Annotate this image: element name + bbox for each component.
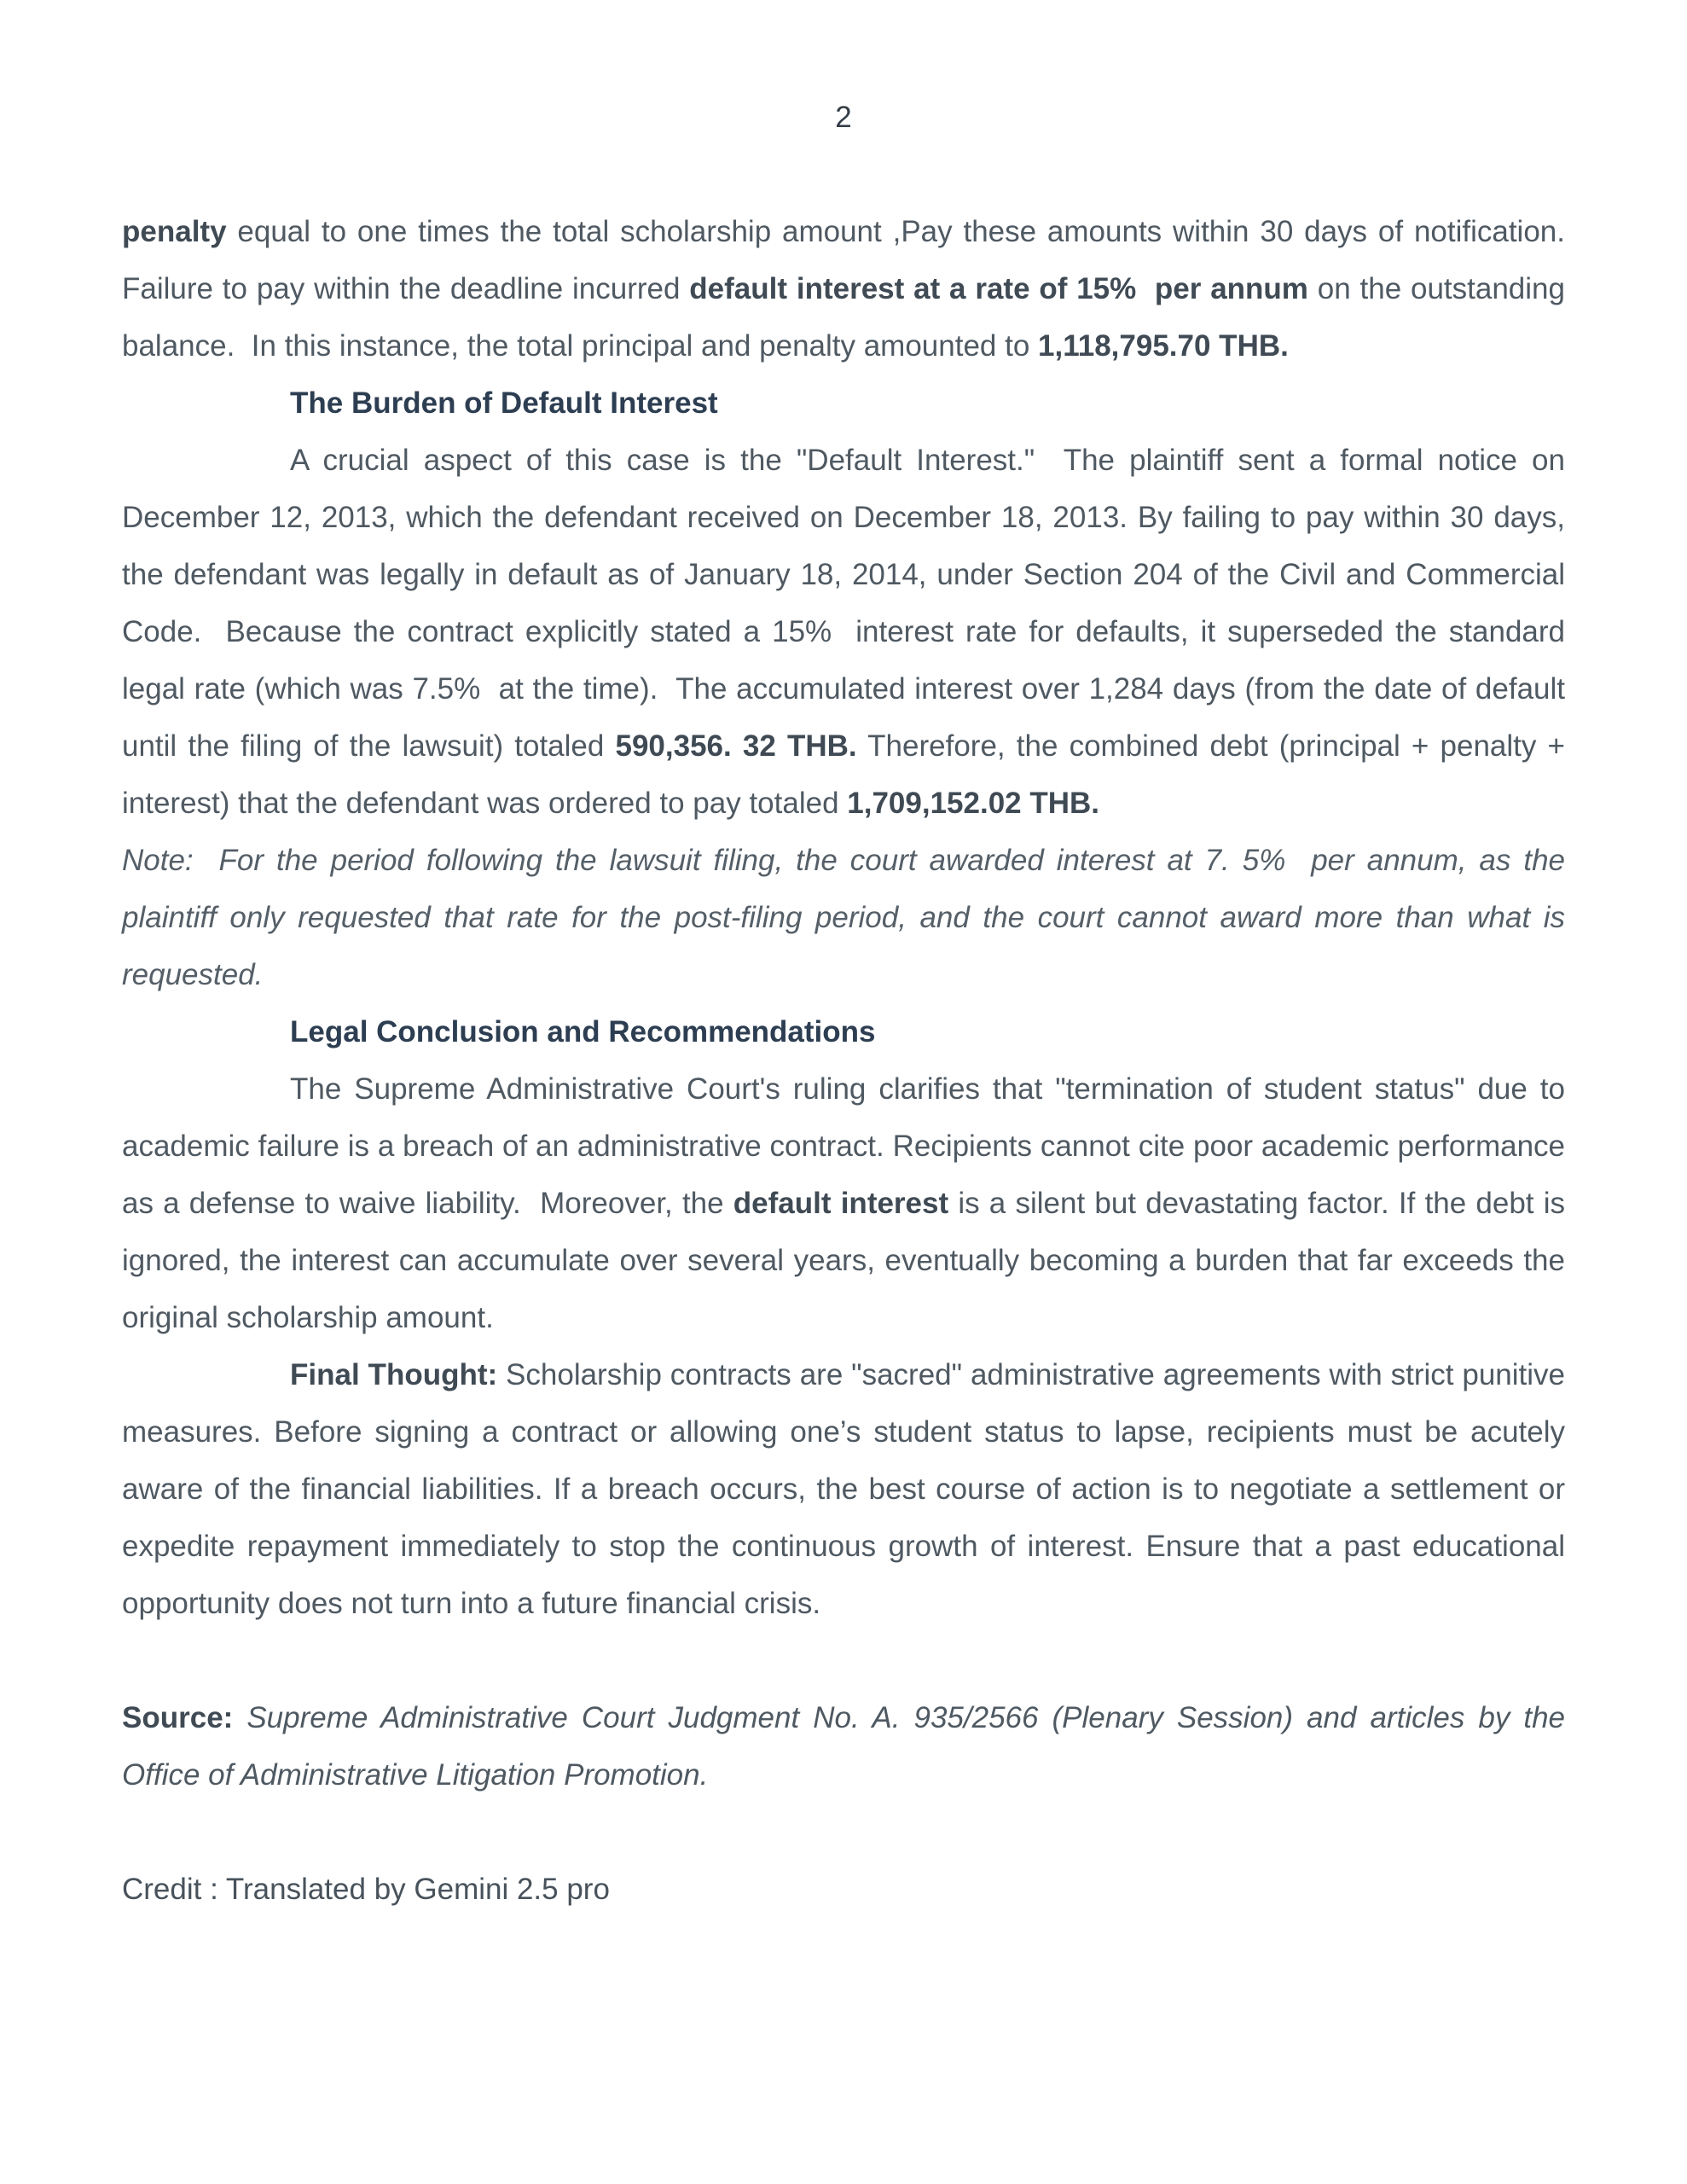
- text-run: default interest: [733, 1187, 949, 1220]
- text-run: on the outstanding balance. In this instance, the total principal and penalty amounted to: [122, 272, 1574, 363]
- text-run: Credit : Translated by Gemini 2.5 pro: [122, 1873, 610, 1906]
- paragraph-default-interest-details: [122, 432, 1574, 832]
- paragraph-penalty-continuation: [122, 203, 1582, 375]
- text-run: A crucial aspect of this case is the "Default Interest." The plaintiff sent a formal notice on December 12, 2013, which the defendant received on December 18, 2013. By failing to pay within 30 days, the defendant was legally in default as of January 18, 2014, under Section 204 of the Civil and Commercial Code. Because the contract explicitly stated a 15% interest rate for defaults, it superseded the standard legal rate (which was 7.5% at the time). The accumulated interest over 1,284 days (from the date of default until the filing of the lawsuit) totaled: [122, 444, 1574, 763]
- text-run: Note: For the period following the lawsuit filing, the court awarded interest at 7. 5% per annum, as the plaintiff only requested that rate for the post-filing period, and the court cannot award more than what is requested.: [122, 844, 1574, 991]
- text-run: Source:: [122, 1701, 234, 1734]
- text-run: Supreme Administrative Court Judgment No. A. 935/2566 (Plenary Session) and articles by the Office of Administrative Litigation Promotion.: [122, 1701, 1574, 1792]
- heading-burden-of-default-interest: The Burden of Default Interest: [290, 386, 718, 420]
- credit-line: [122, 1861, 1565, 1918]
- text-run: The Supreme Administrative Court's ruling clarifies that "termination of student status" due to academic failure is a breach of an administrative contract. Recipients cannot cite poor academic performance as a defense to waive liability. Moreover, the: [122, 1072, 1574, 1220]
- text-run: Final Thought:: [290, 1358, 498, 1391]
- text-run: is a silent but devastating factor. If the debt is ignored, the interest can accumulate over several years, eventually becoming a burden that far exceeds the original scholarship amount.: [122, 1187, 1574, 1334]
- text-run: 1,118,795.70 THB.: [1038, 329, 1289, 363]
- text-run: penalty: [122, 215, 227, 248]
- paragraph-legal-conclusion: [122, 1060, 1574, 1346]
- text-run: Therefore, the combined debt (principal + penalty + interest) that the defendant was ordered to pay totaled: [122, 729, 1574, 820]
- source-line: [122, 1689, 1574, 1804]
- paragraph-note: [122, 832, 1574, 1003]
- text-run: default interest at a rate of 15% per annum: [689, 272, 1308, 305]
- text-run: equal to one times the total scholarship amount ,Pay these amounts within 30 days of notification. Failure to pay within the deadline incurred: [122, 215, 1582, 305]
- page-number: 2: [835, 101, 852, 134]
- heading-legal-conclusion: Legal Conclusion and Recommendations: [290, 1015, 876, 1048]
- text-run: 590,356. 32 THB.: [615, 729, 857, 763]
- paragraph-final-thought: [122, 1346, 1574, 1632]
- text-run: 1,709,152.02 THB.: [847, 787, 1100, 820]
- text-run: Scholarship contracts are "sacred" administrative agreements with strict punitive measures. Before signing a contract or allowing one’s student status to lapse, recipients must be acutely aware of the financial liabilities. If a breach occurs, the best course of action is to negotiate a settlement or expedite repayment immediately to stop the continuous growth of interest. Ensure that a past educational opportunity does not turn into a future financial crisis.: [122, 1358, 1574, 1620]
